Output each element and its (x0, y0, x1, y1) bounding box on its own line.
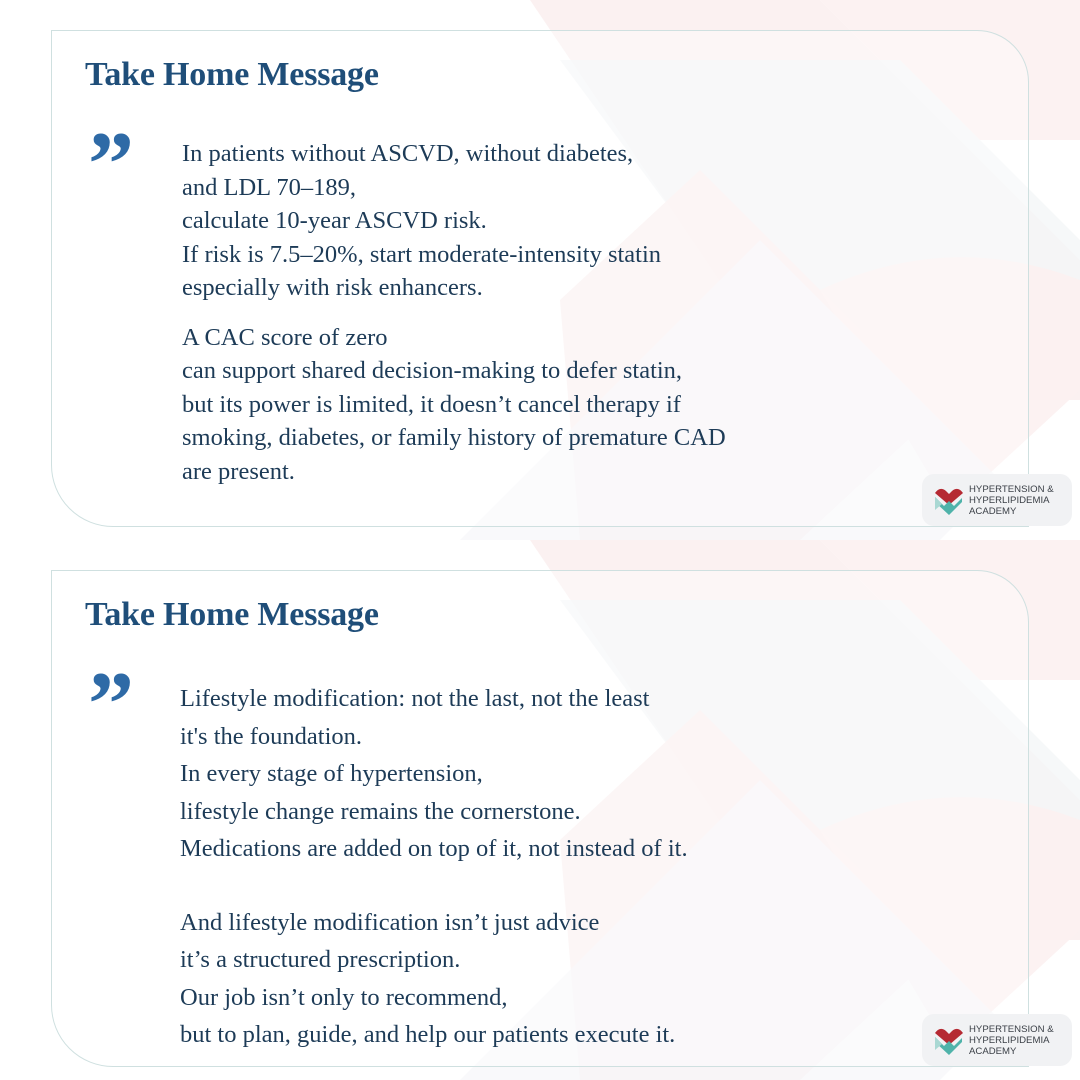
closing-quote-icon: ” (88, 118, 134, 188)
message-line: Lifestyle modification: not the last, not the least (180, 685, 650, 712)
logo-text (969, 1024, 1054, 1057)
logo-line: HYPERTENSION & (969, 1023, 1054, 1035)
message-line: calculate 10-year ASCVD risk. (182, 207, 487, 234)
message-line: but its power is limited, it doesn’t cancel therapy if (182, 390, 681, 418)
logo-text (969, 484, 1054, 517)
message-line: In every stage of hypertension, (180, 760, 483, 787)
message-paragraph (180, 680, 688, 868)
card-title: Take Home Message (85, 596, 379, 633)
message-line: lifestyle change remains the cornerstone. (180, 797, 581, 825)
message-body (180, 680, 688, 1080)
heart-logo-icon (932, 483, 966, 517)
academy-logo (922, 474, 1072, 526)
message-line: it’s a structured prescription. (180, 946, 461, 973)
academy-logo (922, 1014, 1072, 1066)
closing-quote-icon: ” (88, 658, 134, 728)
message-line: but to plan, guide, and help our patients execute it. (180, 1021, 676, 1048)
logo-line: HYPERTENSION & (969, 483, 1054, 495)
message-line: And lifestyle modification isn’t just advice (180, 908, 600, 936)
message-line: In patients without ASCVD, without diabetes, (182, 140, 634, 167)
message-line: can support shared decision-making to defer statin, (182, 357, 683, 384)
card-title: Take Home Message (85, 56, 379, 93)
message-body (182, 137, 726, 504)
logo-line: HYPERLIPIDEMIA (969, 1034, 1050, 1046)
message-line: smoking, diabetes, or family history of premature CAD (182, 424, 726, 451)
message-line: Medications are added on top of it, not instead of it. (180, 835, 688, 862)
message-line: especially with risk enhancers. (182, 274, 483, 301)
logo-line: ACADEMY (969, 505, 1017, 517)
message-line: it's the foundation. (180, 722, 363, 750)
logo-line: HYPERLIPIDEMIA (969, 494, 1050, 506)
message-paragraph (180, 904, 688, 1054)
heart-logo-icon (932, 1023, 966, 1057)
message-line: are present. (182, 457, 295, 485)
slide-panel-2 (0, 540, 1080, 1080)
message-line: A CAC score of zero (182, 323, 388, 351)
message-line: Our job isn’t only to recommend, (180, 983, 508, 1011)
message-line: and LDL 70–189, (182, 173, 356, 201)
message-paragraph (182, 321, 726, 489)
message-line: If risk is 7.5–20%, start moderate-intensity statin (182, 240, 662, 268)
message-paragraph (182, 137, 726, 305)
logo-line: ACADEMY (969, 1045, 1017, 1057)
